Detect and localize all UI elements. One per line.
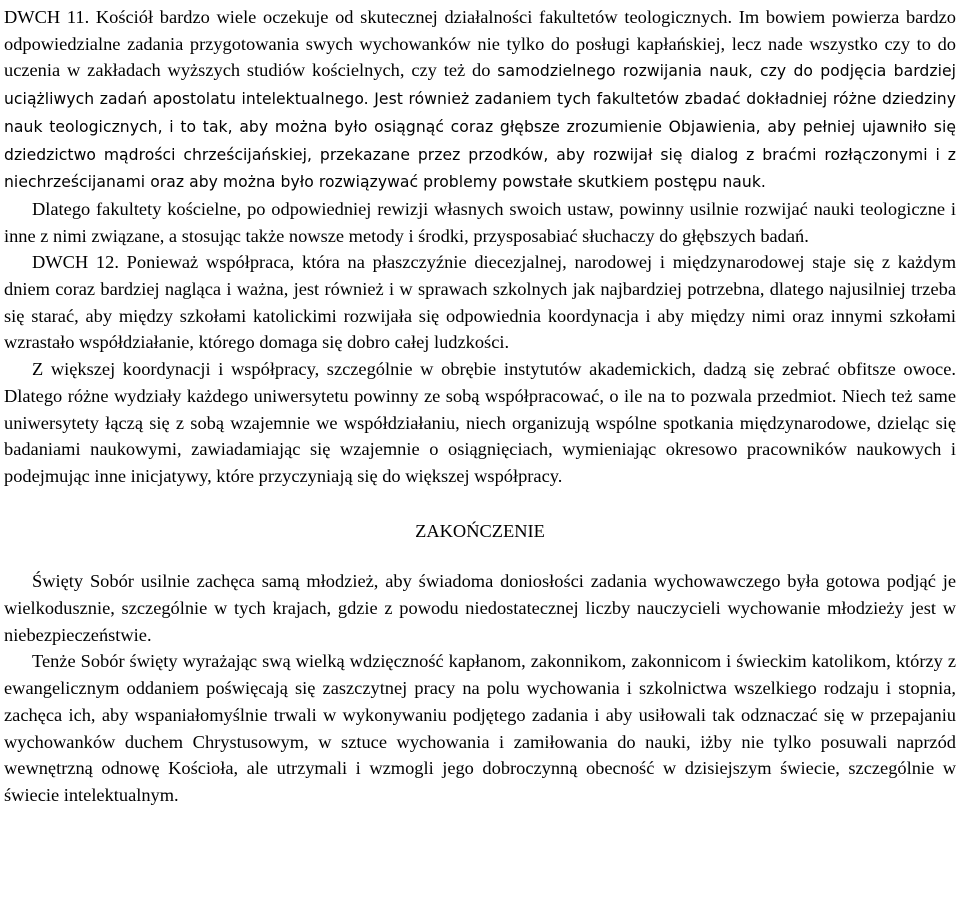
document-page [4, 4, 956, 809]
paragraph-dwch-11-continuation: samodzielnego rozwijania nauk, czy do podjęcia bardziej uciążliwych zadań apostolatu intelektualnego. Jest również zadaniem tych fakultetów zbadać dokładniej różne dziedziny nauk teologicznych, i to tak, aby można było osiągnąć coraz głębsze zrozumienie Objawienia, aby pełniej ujawniło się dziedzictwo mądrości chrześcijańskiej, przekazane przez przodków, aby rozwijał się dialog z braćmi rozłączonymi i z niechrześcijanami oraz aby można było rozwiązywać problemy powstałe skutkiem postępu nauk. [4, 62, 957, 192]
paragraph-gratitude: Tenże Sobór święty wyrażając swą wielką wdzięczność kapłanom, zakonnikom, zakonnicom i świeckim katolikom, którzy z ewangelicznym oddaniem poświęcają się zaszczytnej pracy na polu wychowania i szkolnictwa wszelkiego rodzaju i stopnia, zachęca ich, aby wspaniałomyślnie trwali w wykonywaniu podjętego zadania i aby usiłowali tak odznaczać się w przepajaniu wychowanków duchem Chrystusowym, w sztuce wychowania i zamiłowania do nauki, iżby nie tylko posuwali naprzód wewnętrzną odnowę Kościoła, ale utrzymali i wzmogli jego dobroczynną obecność w dzisiejszym świecie, szczególnie w świecie intelektualnym. [4, 651, 956, 805]
paragraph-cooperation: Z większej koordynacji i współpracy, szczególnie w obrębie instytutów akademickich, dadzą się zebrać obfitsze owoce. Dlatego różne wydziały każdego uniwersytetu powinny ze sobą współpracować, o ile na to pozwala przedmiot. Niech też same uniwersytety łączą się z sobą wzajemnie we współdziałaniu, niech organizują wspólne spotkania międzynarodowe, dzieląc się badaniami naukowymi, zawiadamiając się wzajemnie o osiągnięciach, wymieniając okresowo pracowników naukowych i podejmując inne inicjatywy, które przyczyniają się do większej współpracy. [4, 359, 956, 486]
paragraph-dwch-11-lead: DWCH 11. Kościół bardzo wiele oczekuje od skutecznej działalności fakultetów teologicznych. Im bowiem powierza bardzo odpowiedzialne zadania przygotowania swych wychowanków nie tylko do posługi kapłańskiej, lecz nade wszystko czy to do uczenia w zakładach wyższych studiów kościelnych, czy też do [4, 7, 956, 81]
paragraph-faculties: Dlatego fakultety kościelne, po odpowiedniej rewizji własnych swoich ustaw, powinny usilnie rozwijać nauki teologiczne i inne z nimi związane, a stosując także nowsze metody i środki, przysposabiać słuchaczy do głębszych badań. [4, 198, 956, 246]
section-heading-conclusion: ZAKOŃCZENIE [415, 520, 545, 541]
paragraph-dwch-11 [4, 4, 956, 196]
paragraph-dwch-12: DWCH 12. Ponieważ współpraca, która na płaszczyźnie diecezjalnej, narodowej i międzynarodowej staje się z każdym dniem coraz bardziej nagląca i ważna, jest również i w sprawach szkolnych jak najbardziej potrzebna, dlatego najusilniej trzeba się starać, aby między szkołami katolickimi rozwijała się odpowiednia koordynacja i aby między nimi oraz innymi szkołami wzrastało współdziałanie, którego domaga się dobro całej ludzkości. [4, 252, 956, 353]
paragraph-youth: Święty Sobór usilnie zachęca samą młodzież, aby świadoma doniosłości zadania wychowawczego była gotowa podjąć je wielkodusznie, szczególnie w tych krajach, gdzie z powodu niedostatecznej liczby nauczycieli wychowanie młodzieży jest w niebezpieczeństwie. [4, 571, 956, 645]
